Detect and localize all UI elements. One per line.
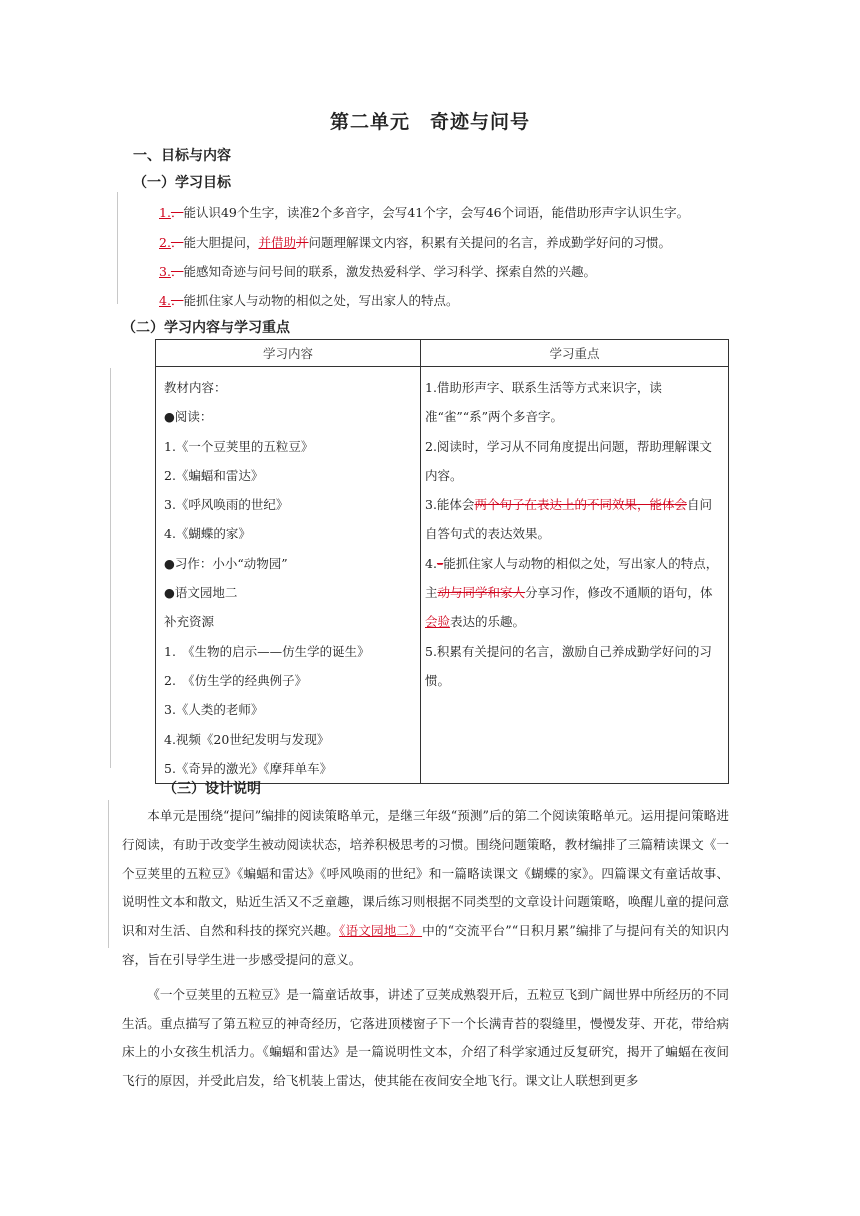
focus-item-3: 3.能体会两个句子在表达上的不同效果，能体会自问自答句式的表达效果。: [425, 497, 712, 542]
goal-item-1: 1.．能认识49个生字，读准2个多音字，会写41个字，会写46个词语，能借助形声字认识生字。: [159, 205, 690, 220]
list-item: ●语文园地二: [164, 585, 238, 601]
focus-cell: [421, 367, 729, 784]
goal-number: 3.: [159, 264, 171, 279]
list-item: 教材内容：: [164, 380, 227, 395]
marked-text: 会验: [425, 614, 451, 630]
page-title: 第二单元 奇迹与问号: [329, 111, 530, 133]
subheading-learning-goals: （一）学习目标: [133, 175, 231, 191]
inserted-link-text: 《语文园地二》: [339, 923, 423, 939]
goal-text: 能大胆提问，: [183, 235, 259, 250]
paragraph: 本单元是围绕“提问”编排的阅读策略单元，是继三年级“预测”后的第二个阅读策略单元。运用提问策略进行阅读，有助于改变学生被动阅读状态，培养积极思考的习惯。围绕问题策略，教材编排了三篇精读课文《一个豆荚里的五粒豆》《蝙蝠和雷达》《呼风唤雨的世纪》和一篇略读课文《蝴蝶的家》。四篇课文有童话故事、说明性文本和散文，贴近生活又不乏童趣，课后练习则根据不同类型的文章设计问题策略，唤醒儿童的提问意识和对生活、自然和科技的探究兴趣。《语文园地二》中的“交流平台”“日积月累”编排了与提问有关的知识内容，旨在引导学生进一步感受提问的意义。: [122, 808, 730, 967]
goal-item-2: 2.．能大胆提问，并借助并问题理解课文内容，积累有关提问的名言，养成勤学好问的习惯。: [159, 235, 672, 250]
goal-text: 能认识49个生字，读准2个多音字，会写41个字，会写46个词语，能借助形声字认识生字。: [183, 205, 690, 220]
table-header-content: 学习内容: [156, 340, 421, 367]
focus-item-1: 1.借助形声字、联系生活等方式来识字，读准“雀”“系”两个多音字。: [425, 380, 662, 425]
deleted-text: 两个句子在表达上的不同效果，能体会: [474, 497, 687, 513]
list-item: 3.《人类的老师》: [164, 702, 264, 718]
list-item: 补充资源: [164, 614, 215, 630]
goal-number: 1.: [159, 205, 171, 220]
list-item: 2. 《仿生学的经典例子》: [164, 672, 308, 688]
table-header-focus: 学习重点: [421, 340, 729, 367]
list-item: 5.《奇异的激光》《摩拜单车》: [164, 760, 333, 776]
goal-item-4: 4.．能抓住家人与动物的相似之处，写出家人的特点。: [159, 293, 459, 308]
list-item: 2.《蝙蝠和雷达》: [164, 467, 264, 483]
section-heading-goals-content: 一、目标与内容: [133, 148, 231, 164]
goal-number: 4.: [159, 293, 171, 308]
goal-text: 能感知奇迹与问号间的联系，激发热爱科学、学习科学、探索自然的兴趣。: [183, 264, 596, 279]
content-focus-table: [155, 339, 729, 784]
subheading-content-focus: （二）学习内容与学习重点: [122, 320, 290, 336]
list-item: 3.《呼风唤雨的世纪》: [164, 497, 289, 513]
revision-bar: [117, 192, 118, 304]
focus-item-5: 5.积累有关提问的名言，激励自己养成勤学好问的习惯。: [425, 643, 712, 688]
subheading-design-notes: （三）设计说明: [163, 781, 261, 797]
deleted-text: 并: [295, 235, 309, 250]
list-item: ●习作：小小“动物园”: [164, 555, 288, 571]
revision-bar: [108, 800, 109, 948]
deleted-text: 动与同学和家人: [437, 585, 526, 601]
list-item: 4.视频《20世纪发明与发现》: [164, 731, 330, 747]
list-item: 1. 《生物的启示——仿生学的诞生》: [164, 643, 370, 659]
goal-item-3: 3.．能感知奇迹与问号间的联系，激发热爱科学、学习科学、探索自然的兴趣。: [159, 264, 596, 279]
goal-text: 能抓住家人与动物的相似之处，写出家人的特点。: [183, 293, 459, 308]
list-item: 4.《蝴蝶的家》: [164, 526, 251, 542]
focus-item-2: 2.阅读时，学习从不同角度提出问题，帮助理解课文内容。: [425, 438, 712, 483]
focus-item-4: 4.–能抓住家人与动物的相似之处，写出家人的特点，主动与同学和家人分享习作，修改不通顺的语句，体会验表达的乐趣。: [425, 555, 719, 630]
design-notes-body: [122, 802, 729, 1096]
list-item: ●阅读：: [164, 409, 213, 425]
goal-number: 2.: [159, 235, 171, 250]
paragraph: 《一个豆荚里的五粒豆》是一篇童话故事，讲述了豆荚成熟裂开后，五粒豆飞到广阔世界中所经历的不同生活。重点描写了第五粒豆的神奇经历，它落进顶楼窗子下一个长满青苔的裂缝里，慢慢发芽、开花，带给病床上的小女孩生机活力。《蝙蝠和雷达》是一篇说明性文本，介绍了科学家通过反复研究，揭开了蝙蝠在夜间飞行的原因，并受此启发，给飞机装上雷达，使其能在夜间安全地飞行。课文让人联想到更多: [122, 986, 729, 1089]
list-item: 1.《一个豆荚里的五粒豆》: [164, 438, 314, 454]
inserted-text: 并借助: [258, 235, 296, 250]
revision-bar: [110, 368, 111, 768]
content-cell: [156, 367, 421, 784]
